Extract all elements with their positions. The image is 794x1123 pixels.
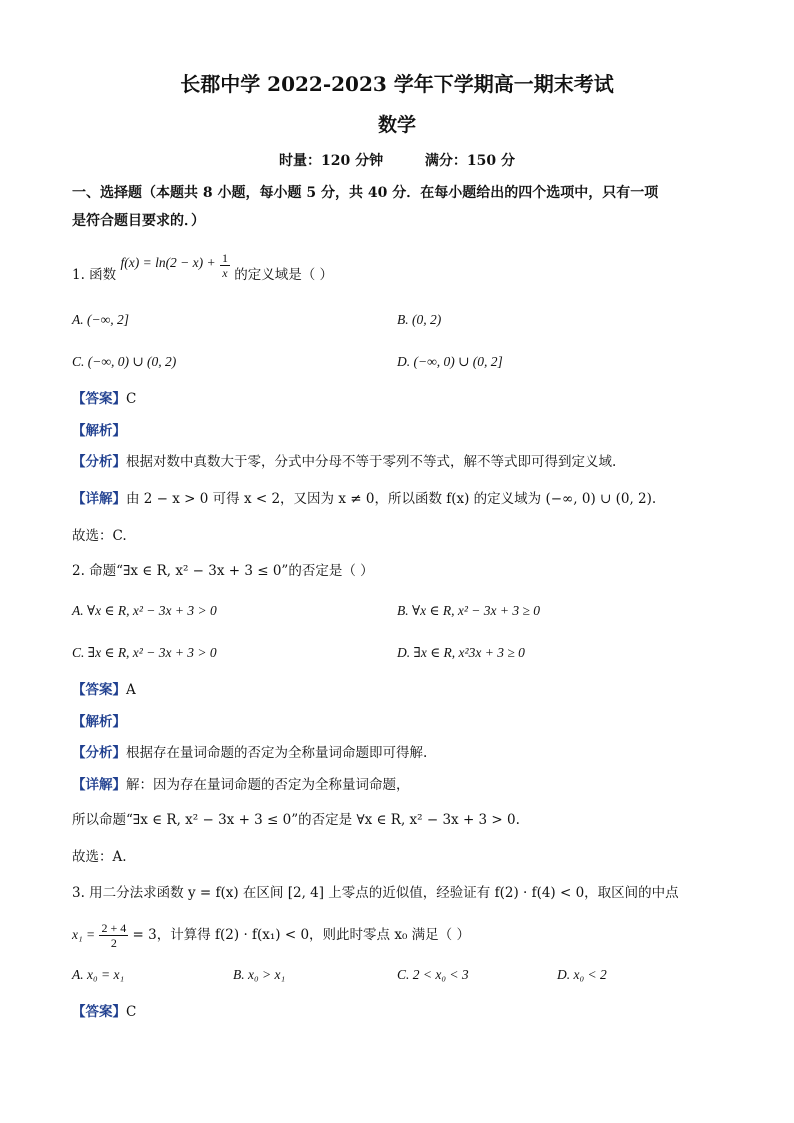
q3-answer <box>72 1003 136 1021</box>
q3-x1: x₁ = <box>72 927 96 942</box>
q1-function: f(x) = ln(2 − x) + <box>120 255 216 270</box>
question-3-stem-line2 <box>72 918 470 952</box>
answer-tag: 【答案】 <box>72 682 126 698</box>
q1-xiangjie-text: 由 2 − x > 0 可得 x < 2，又因为 x ≠ 0，所以函数 f(x) 的定义域为 (−∞, 0) ∪ (0, 2). <box>126 491 657 507</box>
question-1-stem <box>72 251 334 290</box>
q1-analysis <box>72 422 126 440</box>
q1-frac-numerator: 1 <box>221 251 228 265</box>
q2-xiangjie <box>72 776 410 794</box>
q3-option-d: D. x₀ < 2 <box>557 967 607 982</box>
q1-tail: 的定义域是（ ） <box>234 267 334 283</box>
answer-tag: 【答案】 <box>72 1004 126 1020</box>
q1-fraction <box>220 251 230 280</box>
q1-choice: 故选：C. <box>72 528 127 544</box>
q2-analysis <box>72 713 126 731</box>
exam-info <box>0 150 794 170</box>
q1-answer <box>72 390 136 408</box>
q2-option-a: A. ∀x ∈ R, x² − 3x + 3 > 0 <box>72 603 217 618</box>
exam-title: 长郡中学 2022-2023 学年下学期高一期末考试 <box>180 72 614 96</box>
q1-number: 1. 函数 <box>72 267 117 283</box>
q2-answer <box>72 681 136 699</box>
q3-option-c: C. 2 < x₀ < 3 <box>397 967 469 982</box>
section-heading-line2: 是符合题目要求的．） <box>72 213 205 229</box>
q3-option-a: A. x₀ = x₁ <box>72 967 125 982</box>
q3-answer-value: C <box>126 1004 137 1020</box>
analysis-tag: 【解析】 <box>72 423 126 439</box>
q2-option-d: D. ∃x ∈ R, x²3x + 3 ≥ 0 <box>397 645 525 660</box>
q2-choice: 故选：A. <box>72 849 127 865</box>
q1-fenxi-text: 根据对数中真数大于零，分式中分母不等于零列不等式，解不等式即可得到定义域. <box>126 454 617 470</box>
full-score: 满分：150 分 <box>424 153 515 169</box>
q2-fenxi-text: 根据存在量词命题的否定为全称量词命题即可得解. <box>126 745 428 761</box>
xiangjie-tag: 【详解】 <box>72 777 126 793</box>
q2-xiangjie-2: 所以命题“∃x ∈ R, x² − 3x + 3 ≤ 0”的否定是 ∀x ∈ R, x² − 3x + 3 > 0. <box>72 812 520 828</box>
q1-answer-value: C <box>126 391 137 407</box>
fenxi-tag: 【分析】 <box>72 454 126 470</box>
q1-option-a: A. (−∞, 2] <box>72 312 129 327</box>
q3-frac-numerator: 2 + 4 <box>101 921 127 935</box>
q2-xiangjie-text: 解：因为存在量词命题的否定为全称量词命题， <box>126 777 410 793</box>
answer-tag: 【答案】 <box>72 391 126 407</box>
q3-frac-denominator: 2 <box>110 936 117 950</box>
question-3-stem-line1: 3. 用二分法求函数 y = f(x) 在区间 [2, 4] 上零点的近似值，经验证有 f(2) · f(4) < 0，取区间的中点 <box>72 885 679 901</box>
xiangjie-tag: 【详解】 <box>72 491 126 507</box>
q1-option-b: B. (0, 2) <box>397 312 442 327</box>
time-limit: 时量：120 分钟 <box>279 153 384 169</box>
q3-option-b: B. x₀ > x₁ <box>233 967 286 982</box>
subject-title: 数学 <box>377 114 416 136</box>
q3-stem-tail: = 3，计算得 f(2) · f(x₁) < 0，则此时零点 x₀ 满足（ ） <box>132 927 470 943</box>
question-2-stem: 2. 命题“∃x ∈ R, x² − 3x + 3 ≤ 0”的否定是（ ） <box>72 563 374 579</box>
q2-option-c: C. ∃x ∈ R, x² − 3x + 3 > 0 <box>72 645 217 660</box>
q2-fenxi <box>72 744 427 762</box>
q1-xiangjie <box>72 490 656 508</box>
fenxi-tag: 【分析】 <box>72 745 126 761</box>
q2-answer-value: A <box>126 682 136 698</box>
section-heading-line1: 一、选择题（本题共 8 小题，每小题 5 分，共 40 分．在每小题给出的四个选项中，只有一项 <box>72 185 659 201</box>
q1-fenxi <box>72 453 616 471</box>
analysis-tag: 【解析】 <box>72 714 126 730</box>
q1-option-d: D. (−∞, 0) ∪ (0, 2] <box>397 354 503 369</box>
q3-fraction <box>99 921 128 950</box>
q1-frac-denominator: x <box>222 266 228 280</box>
q1-option-c: C. (−∞, 0) ∪ (0, 2) <box>72 354 177 369</box>
q2-option-b: B. ∀x ∈ R, x² − 3x + 3 ≥ 0 <box>397 603 541 618</box>
